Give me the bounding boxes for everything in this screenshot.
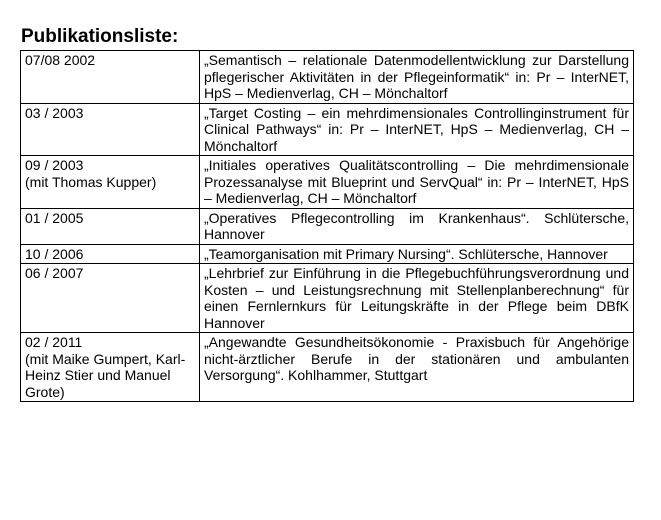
publication-date: 09 / 2003 xyxy=(25,157,84,173)
publication-description: „Operatives Pflegecontrolling im Krankenhaus“. Schlütersche, Hannover xyxy=(200,208,634,244)
date-cell xyxy=(21,244,200,264)
coauthors: (mit Maike Gumpert, Karl-Heinz Stier und Manuel Grote) xyxy=(25,350,186,400)
publication-date: 07/08 2002 xyxy=(25,52,96,68)
publication-date: 01 / 2005 xyxy=(25,209,84,226)
publication-description: „Angewandte Gesundheitsökonomie - Praxisbuch für Angehörige nicht-ärztlicher Berufe in der stationären und ambulanten Versorgung“. Kohlhammer, Stuttgart xyxy=(200,333,634,402)
publication-date: 03 / 2003 xyxy=(25,104,84,121)
date-cell xyxy=(21,333,200,402)
date-cell xyxy=(21,156,200,209)
table-row xyxy=(21,51,634,104)
table-row xyxy=(21,333,634,402)
table-row xyxy=(21,244,634,264)
page-title: Publikationsliste: xyxy=(21,26,179,47)
publication-description: „Lehrbrief zur Einführung in die Pflegebuchführungsverordnung und Kosten – und Leistungsrechnung mit Stellenplanberechnung“ für einen Fernlernkurs für Leitungskräfte in der Pflege beim DBfK Hannover xyxy=(200,264,634,333)
table-row xyxy=(21,208,634,244)
date-cell xyxy=(21,51,200,104)
publication-description: „Semantisch – relationale Datenmodellentwicklung zur Darstellung pflegerischer Aktivitäten in der Pflegeinformatik“ in: Pr – InterNET, HpS – Medienverlag, CH – Mönchaltorf xyxy=(200,51,634,104)
publication-description: „Teamorganisation mit Primary Nursing“. Schlütersche, Hannover xyxy=(200,244,634,264)
date-cell xyxy=(21,208,200,244)
publication-date: 10 / 2006 xyxy=(25,245,84,262)
coauthors: (mit Thomas Kupper) xyxy=(25,173,157,190)
publication-table xyxy=(20,50,634,402)
date-cell xyxy=(21,103,200,156)
publication-description: „Target Costing – ein mehrdimensionales Controllinginstrument für Clinical Pathways“ in: Pr – InterNET, HpS – Medienverlag, CH – Mönchaltorf xyxy=(200,103,634,156)
publication-description: „Initiales operatives Qualitätscontrolling – Die mehrdimensionale Prozessanalyse mit Blueprint und ServQual“ in: Pr – InterNET, HpS – Medienverlag, CH – Mönchaltorf xyxy=(200,156,634,209)
date-cell xyxy=(21,264,200,333)
publication-date: 06 / 2007 xyxy=(25,265,84,281)
table-row xyxy=(21,264,634,333)
table-row xyxy=(21,103,634,156)
publication-date: 02 / 2011 xyxy=(25,334,83,350)
table-row xyxy=(21,156,634,209)
